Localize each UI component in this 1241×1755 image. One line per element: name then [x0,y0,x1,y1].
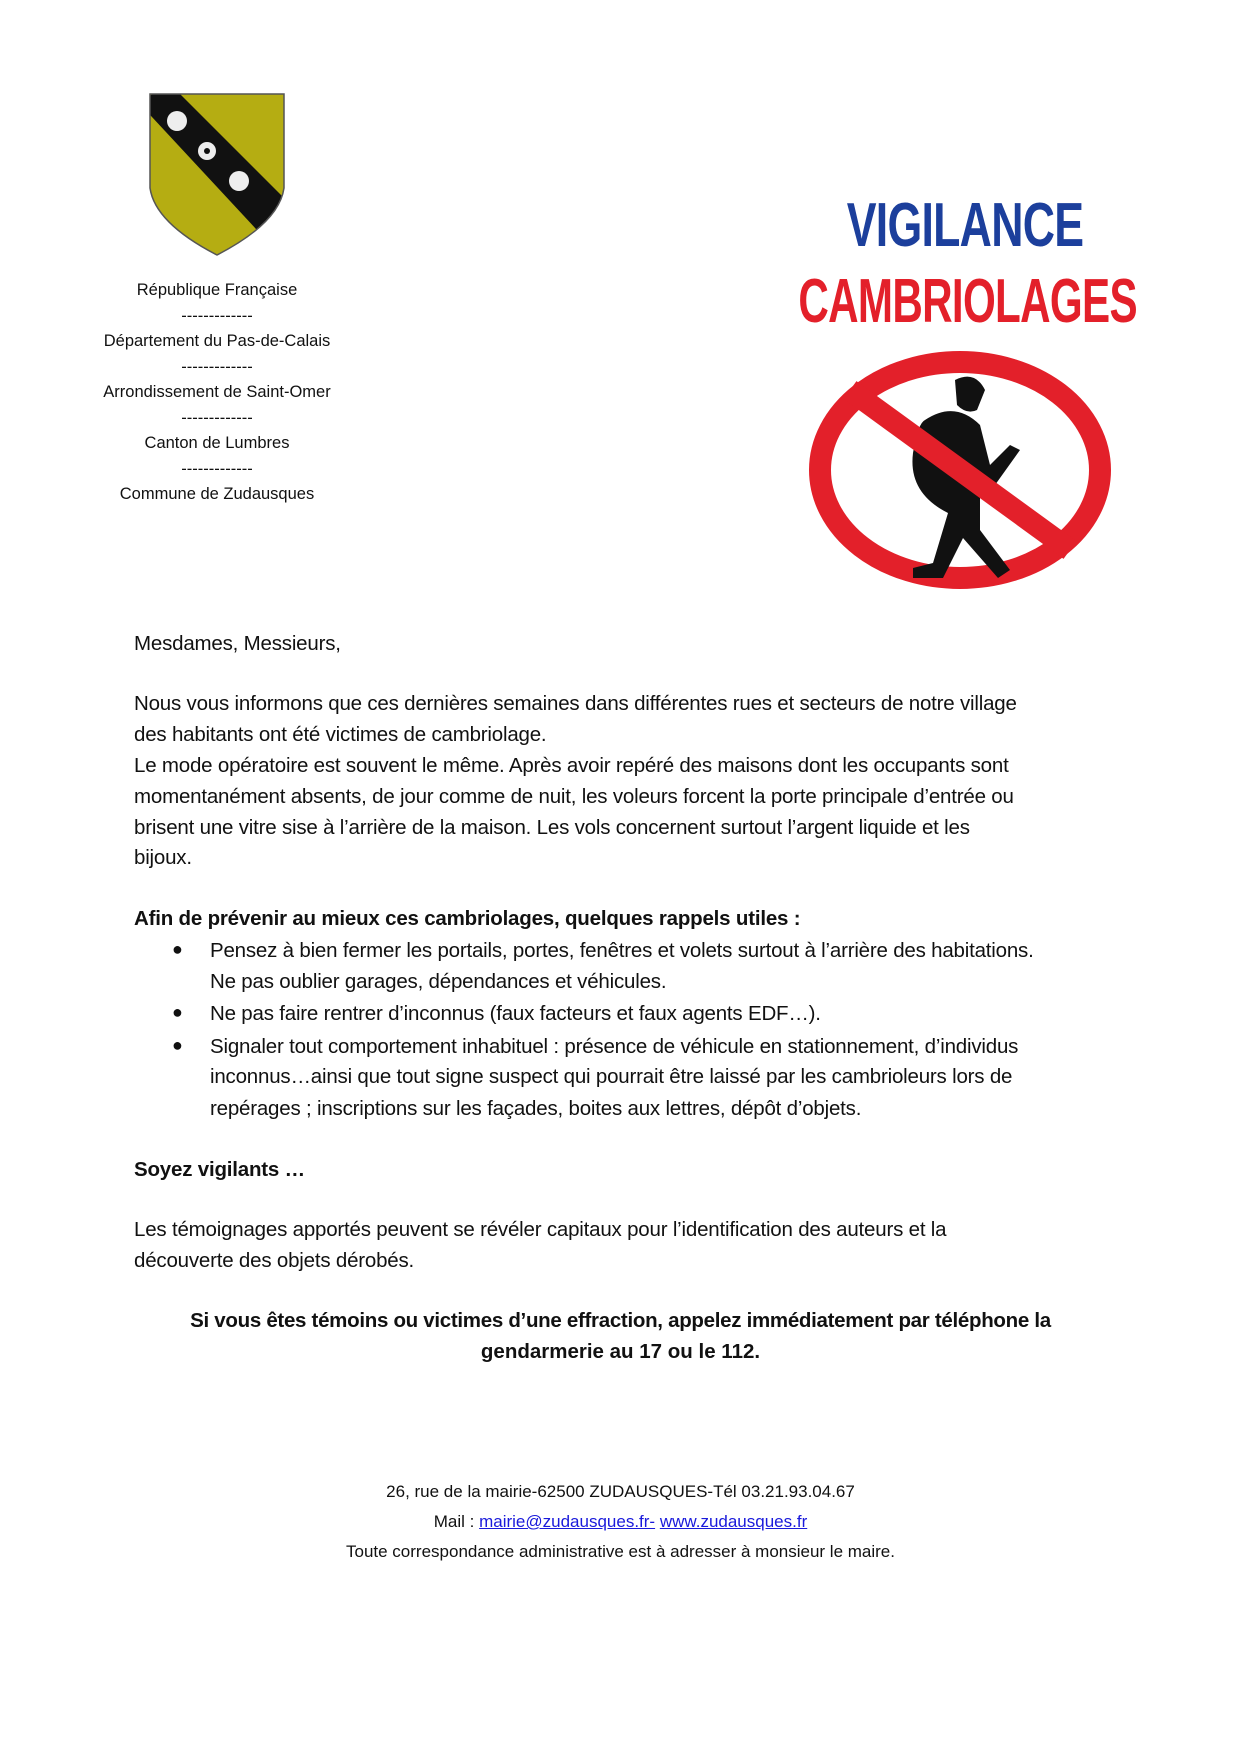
footer-contact [0,1512,1241,1532]
paragraph-line: brisent une vitre sise à l’arrière de la maison. Les vols concernent surtout l’argent liquide et les [134,816,970,839]
bullet-line: Signaler tout comportement inhabituel : présence de véhicule en stationnement, d’individus [210,1035,1019,1058]
header-line: Canton de Lumbres [144,434,290,452]
paragraph-line: momentanément absents, de jour comme de nuit, les voleurs forcent la porte principale d’entrée ou [134,785,1014,808]
email-link[interactable]: mairie@zudausques.fr- [479,1512,656,1531]
bullet-icon: ● [172,1002,183,1022]
poster-title-cambriolages: CAMBRIOLAGES [798,267,1137,336]
footer-note: Toute correspondance administrative est à adresser à monsieur le maire. [346,1542,895,1561]
paragraph-line: Les témoignages apportés peuvent se révéler capitaux pour l’identification des auteurs et la [134,1218,947,1241]
header-line: Commune de Zudausques [119,485,315,503]
no-burglar-icon [805,350,1115,590]
vigilance-poster [760,190,1170,590]
bullet-icon: ● [172,1035,183,1055]
bullet-line: Pensez à bien fermer les portails, portes, fenêtres et volets surtout à l’arrière des habitations. [210,939,1034,962]
header-separator: ------------- [181,306,253,325]
paragraph-line: Nous vous informons que ces dernières semaines dans différentes rues et secteurs de notre village [134,692,1017,715]
header-line: République Française [136,281,298,299]
paragraph-line: découverte des objets dérobés. [134,1249,415,1272]
bullet-icon: ● [172,939,183,959]
poster-title-vigilance: VIGILANCE [846,191,1084,260]
issuer-header [40,278,394,508]
header-separator: ------------- [181,459,253,478]
footer-address: 26, rue de la mairie-62500 ZUDAUSQUES-Tél 03.21.93.04.67 [386,1482,855,1501]
alert-line: gendarmerie au 17 ou le 112. [480,1340,761,1363]
paragraph-line: Le mode opératoire est souvent le même. Après avoir repéré des maisons dont les occupants sont [134,754,1009,777]
bullet-line: Ne pas oublier garages, dépendances et véhicules. [210,970,667,993]
coat-of-arms-logo [149,93,285,256]
website-link[interactable]: www.zudausques.fr [659,1512,808,1531]
header-separator: ------------- [181,408,253,427]
header-line: Département du Pas-de-Calais [103,332,331,350]
bullet-line: inconnus…ainsi que tout signe suspect qui pourrait être laissé par les cambrioleurs lors de [210,1065,1013,1088]
bullet-line: Ne pas faire rentrer d’inconnus (faux facteurs et faux agents EDF…). [210,1002,821,1025]
header-line: Arrondissement de Saint-Omer [103,383,331,401]
paragraph-line: bijoux. [134,846,192,869]
bullet-line: repérages ; inscriptions sur les façades, boites aux lettres, dépôt d’objets. [210,1097,862,1120]
vigilant-heading: Soyez vigilants … [134,1158,305,1181]
salutation: Mesdames, Messieurs, [134,632,341,655]
mail-label: Mail : [433,1512,480,1531]
reminders-title: Afin de prévenir au mieux ces cambriolages, quelques rappels utiles : [134,907,801,930]
paragraph-line: des habitants ont été victimes de cambriolage. [134,723,547,746]
alert-line: Si vous êtes témoins ou victimes d’une effraction, appelez immédiatement par téléphone la [190,1309,1051,1332]
header-separator: ------------- [181,357,253,376]
